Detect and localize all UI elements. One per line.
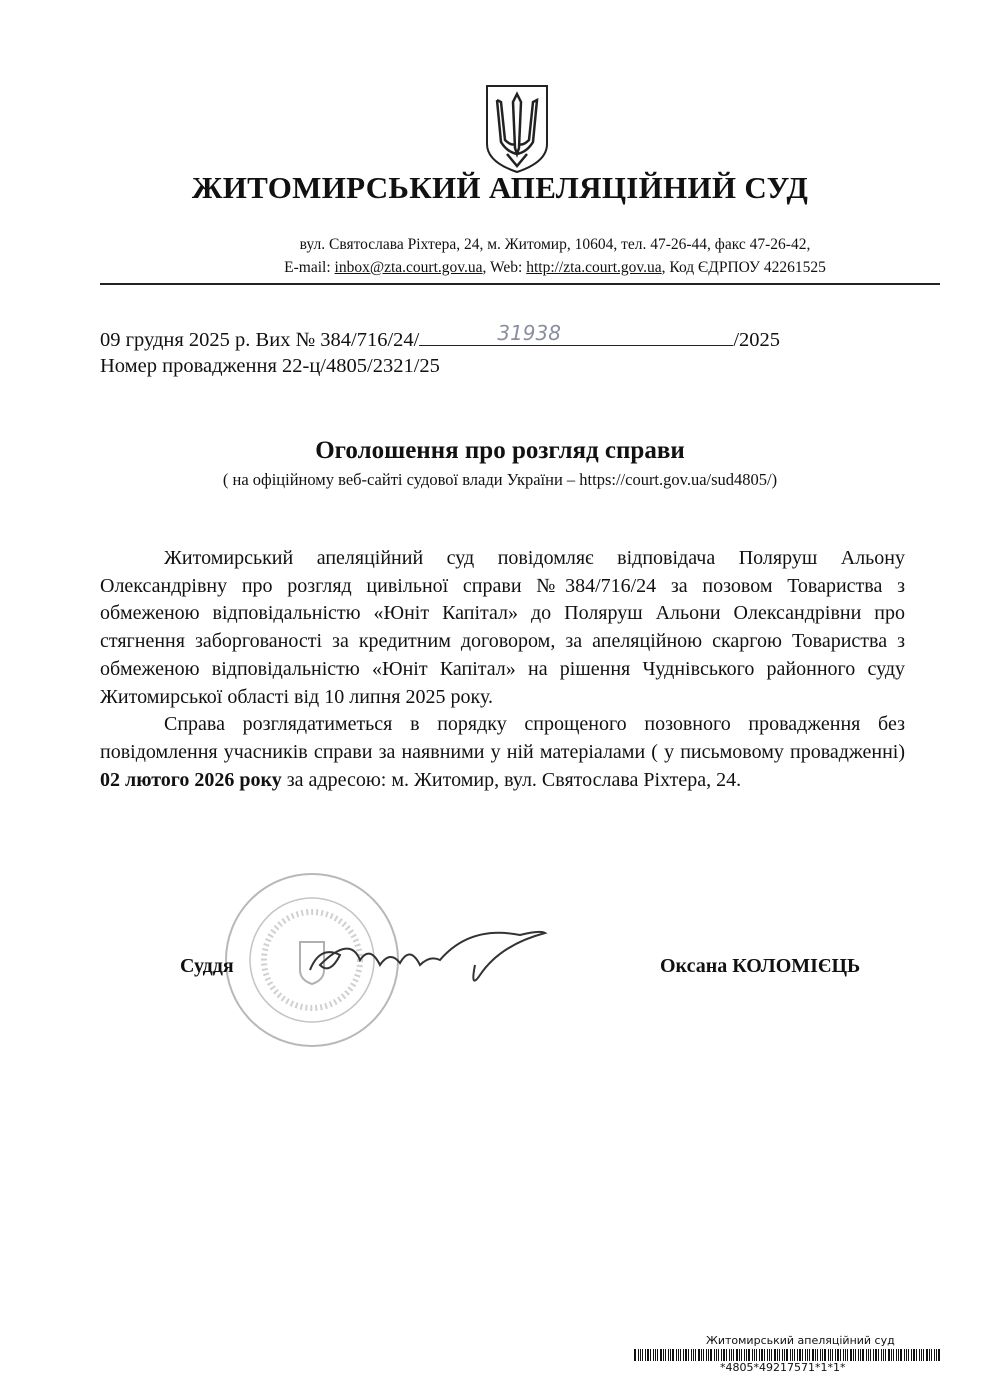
barcode-bar — [678, 1349, 679, 1361]
reference-year: /2025 — [733, 329, 781, 351]
barcode-bar — [657, 1349, 658, 1361]
coat-of-arms-trident-icon — [483, 82, 551, 174]
hearing-date: 02 лютого 2026 року — [100, 768, 282, 791]
barcode-bar — [817, 1349, 818, 1361]
barcode-bar — [900, 1349, 902, 1361]
reference-date: 09 грудня 2025 р. Вих № 384/716/24/ — [100, 329, 420, 351]
barcode-bar — [828, 1349, 829, 1361]
barcode-bar — [913, 1349, 915, 1361]
barcode-bar — [855, 1349, 856, 1361]
barcode-bar — [837, 1349, 839, 1361]
web-label: , Web: — [482, 259, 527, 276]
barcode-bar — [929, 1349, 930, 1361]
barcode-bar — [898, 1349, 899, 1361]
barcode-bar — [650, 1349, 651, 1361]
barcode-bar — [703, 1349, 704, 1361]
judge-name: Оксана КОЛОМІЄЦЬ — [660, 955, 861, 977]
barcode-bar — [729, 1349, 730, 1361]
barcode-bar — [698, 1349, 700, 1361]
barcode-bar — [923, 1349, 924, 1361]
barcode-bar — [858, 1349, 859, 1361]
barcode-bar — [721, 1349, 722, 1361]
barcode-bar — [782, 1349, 783, 1361]
barcode-bar — [670, 1349, 671, 1361]
barcode-bar — [769, 1349, 770, 1361]
barcode-bar — [665, 1349, 666, 1361]
barcode-bar — [744, 1349, 745, 1361]
barcode-bar — [893, 1349, 894, 1361]
barcode-bar — [885, 1349, 886, 1361]
barcode-bar — [919, 1349, 920, 1361]
barcode-bar — [840, 1349, 841, 1361]
barcode-bar — [850, 1349, 852, 1361]
judge-label: Суддя — [180, 955, 234, 977]
outgoing-reference — [100, 321, 781, 352]
barcode-bar — [936, 1349, 937, 1361]
barcode-bar — [866, 1349, 867, 1361]
barcode-bar — [883, 1349, 884, 1361]
barcode-bar — [809, 1349, 810, 1361]
barcode-bar — [797, 1349, 798, 1361]
barcode-bar — [860, 1349, 861, 1361]
barcode-bar — [695, 1349, 696, 1361]
barcode-bar — [726, 1349, 727, 1361]
barcode-bar — [676, 1349, 677, 1361]
barcode-bar — [921, 1349, 922, 1361]
barcode-bar — [878, 1349, 879, 1361]
paragraph-2 — [100, 711, 905, 794]
barcode-bar — [830, 1349, 831, 1361]
barcode-bar — [718, 1349, 719, 1361]
barcode-bar — [845, 1349, 846, 1361]
barcode-bar — [672, 1349, 674, 1361]
barcode-bar — [706, 1349, 707, 1361]
barcode-bar — [771, 1349, 772, 1361]
barcode-bar — [916, 1349, 917, 1361]
barcode-bar — [714, 1349, 715, 1361]
barcode-bar — [759, 1349, 760, 1361]
header-divider — [100, 283, 940, 285]
barcode-bar — [926, 1349, 928, 1361]
barcode-bar — [786, 1349, 788, 1361]
edrpou-code: , Код ЄДРПОУ 42261525 — [661, 259, 826, 276]
barcode-bar — [931, 1349, 932, 1361]
barcode-bar — [752, 1349, 753, 1361]
paragraph-2-address: за адресою: м. Житомир, вул. Святослава Ріхтера, 24. — [281, 768, 742, 791]
barcode-bar — [873, 1349, 874, 1361]
barcode-bar — [634, 1349, 636, 1361]
barcode-bar — [655, 1349, 656, 1361]
barcode-bar — [723, 1349, 725, 1361]
email-label: E-mail: — [284, 259, 335, 276]
barcode-bar — [881, 1349, 882, 1361]
barcode-bar — [875, 1349, 877, 1361]
barcode-bar — [807, 1349, 808, 1361]
barcode-bar — [683, 1349, 684, 1361]
barcode-bar — [741, 1349, 742, 1361]
barcode-bar — [794, 1349, 795, 1361]
barcode-bar — [805, 1349, 806, 1361]
barcode-bar — [824, 1349, 826, 1361]
barcode-bar — [736, 1349, 738, 1361]
barcode-bar — [756, 1349, 757, 1361]
barcode-bar — [731, 1349, 732, 1361]
barcode-bar — [820, 1349, 821, 1361]
barcode-bar — [668, 1349, 669, 1361]
barcode-bar — [790, 1349, 791, 1361]
barcode-bar — [746, 1349, 747, 1361]
barcode-bar — [754, 1349, 755, 1361]
court-contacts — [55, 259, 1000, 277]
barcode-bar — [653, 1349, 654, 1361]
web-link[interactable]: http://zta.court.gov.ua — [526, 259, 662, 276]
barcode-bar — [663, 1349, 664, 1361]
barcode-bar — [908, 1349, 909, 1361]
barcode-bar — [701, 1349, 702, 1361]
barcode-bar — [645, 1349, 646, 1361]
barcode-bar — [710, 1349, 712, 1361]
barcode-bar — [777, 1349, 778, 1361]
barcode-bar — [640, 1349, 641, 1361]
barcode-bar — [784, 1349, 785, 1361]
barcode-bar — [685, 1349, 687, 1361]
barcode-bar — [647, 1349, 649, 1361]
barcode-bar — [688, 1349, 689, 1361]
barcode-bar — [870, 1349, 871, 1361]
barcode-bar — [934, 1349, 935, 1361]
barcode-bar — [764, 1349, 765, 1361]
barcode-bar — [691, 1349, 692, 1361]
barcode-bar — [748, 1349, 750, 1361]
barcode-bar — [822, 1349, 823, 1361]
court-address: вул. Святослава Ріхтера, 24, м. Житомир, 10604, тел. 47-26-44, факс 47-26-42, — [299, 236, 811, 253]
barcode-number: *4805*49217571*1*1* — [720, 1361, 846, 1374]
barcode-bar — [708, 1349, 709, 1361]
barcode-bar — [761, 1349, 763, 1361]
paragraph-1: Житомирський апеляційний суд повідомляє відповідача Поляруш Альону Олександрівну про розгляд цивільної справи №384/716/24 за позовом Товариства з обмеженою відповідальністю «Юніт Капітал» до Поляруш Альони Олександрівни про стягнення заборгованості за кредитним договором, за апеляційною скаргою Товариства з обмеженою відповідальністю «Юніт Капітал» на рішення Чуднівського районного суду Житомирської області від 10 липня 2025 року. — [100, 547, 905, 708]
barcode-bar — [638, 1349, 639, 1361]
barcode-bar — [716, 1349, 717, 1361]
barcode — [634, 1349, 942, 1361]
barcode-bar — [733, 1349, 734, 1361]
barcode-bar — [774, 1349, 776, 1361]
barcode-bar — [835, 1349, 836, 1361]
email-link[interactable]: inbox@zta.court.gov.ua — [334, 259, 483, 276]
barcode-bar — [853, 1349, 854, 1361]
notice-subtitle: ( на офіційному веб-сайті судової влади України – https://court.gov.ua/sud4805/) — [222, 470, 778, 489]
judge-signature — [300, 915, 560, 995]
court-name: ЖИТОМИРСЬКИЙ АПЕЛЯЦІЙНИЙ СУД — [191, 170, 809, 205]
barcode-bar — [812, 1349, 814, 1361]
notice-title: Оголошення про розгляд справи — [315, 437, 685, 464]
barcode-bar — [680, 1349, 681, 1361]
barcode-bar — [832, 1349, 833, 1361]
barcode-bar — [847, 1349, 848, 1361]
barcode-bar — [660, 1349, 662, 1361]
barcode-bar — [779, 1349, 780, 1361]
barcode-bar — [911, 1349, 912, 1361]
barcode-bar — [642, 1349, 643, 1361]
proceeding-number: Номер провадження 22-ц/4805/2321/25 — [100, 355, 440, 377]
barcode-bar — [906, 1349, 907, 1361]
barcode-bar — [862, 1349, 864, 1361]
barcode-bar — [904, 1349, 905, 1361]
barcode-bar — [739, 1349, 740, 1361]
barcode-bar — [896, 1349, 897, 1361]
notice-body — [100, 545, 905, 794]
barcode-bar — [802, 1349, 803, 1361]
barcode-bar — [767, 1349, 768, 1361]
reference-blank — [419, 321, 733, 346]
barcode-bar — [792, 1349, 793, 1361]
barcode-bar — [888, 1349, 890, 1361]
barcode-bar — [891, 1349, 892, 1361]
barcode-bar — [938, 1349, 940, 1361]
barcode-bar — [843, 1349, 844, 1361]
handwritten-number: 31938 — [497, 321, 561, 345]
paragraph-2-text: Справа розглядатиметься в порядку спрощеного позовного провадження без повідомлення учасників справи за наявними у ній матеріалами ( у письмовому провадженні) — [100, 713, 905, 763]
barcode-bar — [693, 1349, 694, 1361]
barcode-title: Житомирський апеляційний суд — [706, 1334, 895, 1347]
barcode-bar — [868, 1349, 869, 1361]
barcode-bar — [799, 1349, 801, 1361]
barcode-bar — [815, 1349, 816, 1361]
